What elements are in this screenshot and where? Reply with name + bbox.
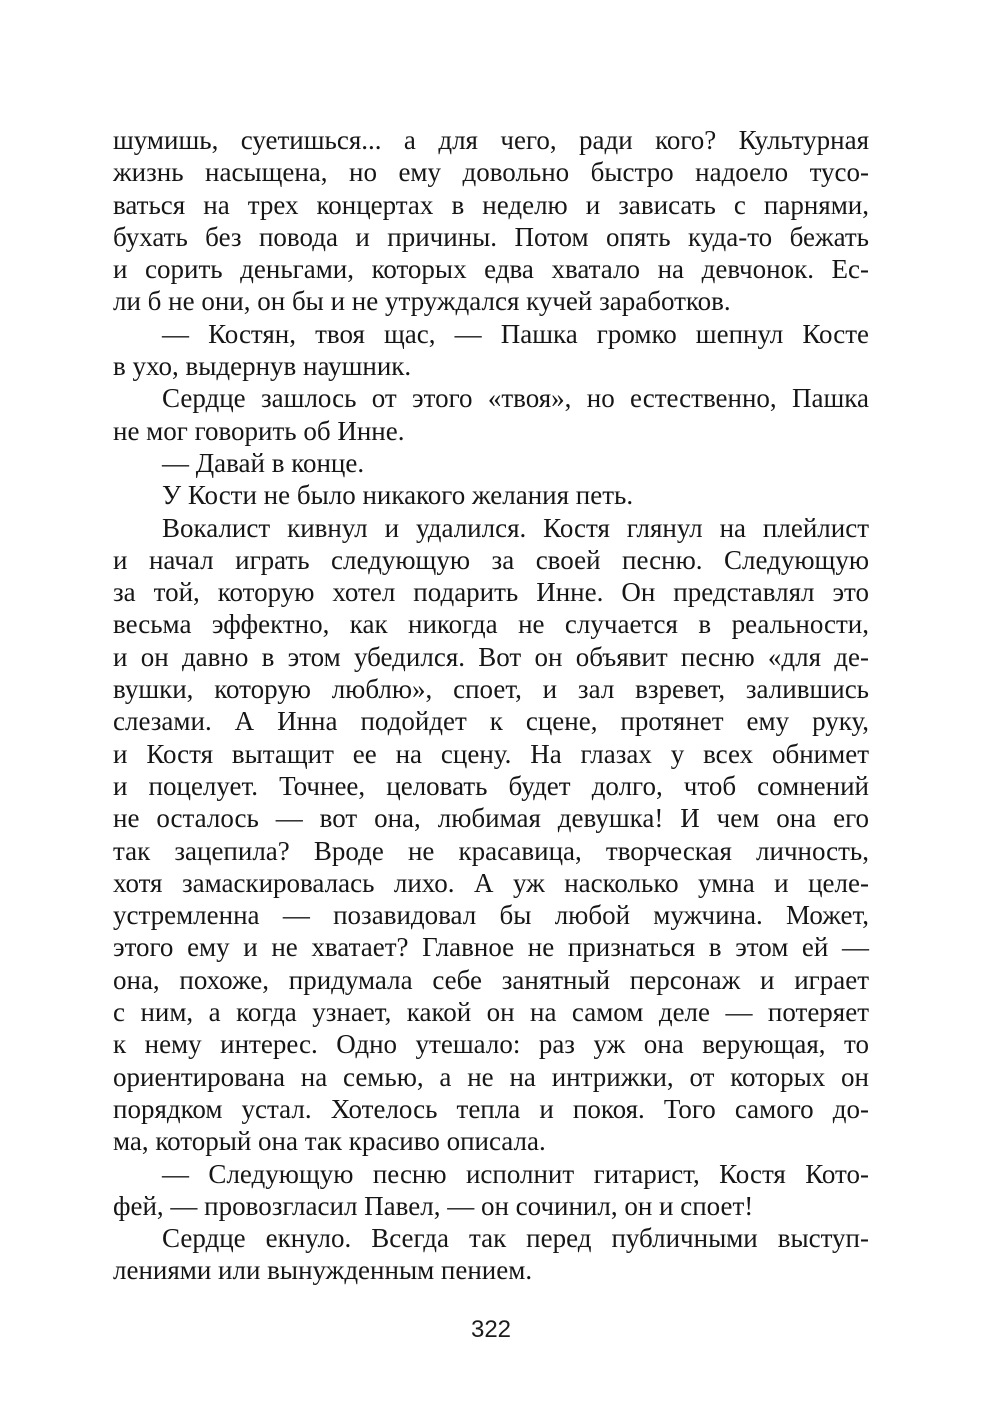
text-line: хотя замаскировалась лихо. А уж насколько умна и целе- [113, 867, 869, 898]
text-line: к нему интерес. Одно утешало: раз уж она верующая, то [113, 1029, 869, 1060]
text-line: устремленна — позавидовал бы любой мужчина. Может, [113, 900, 869, 931]
text-line: Вокалист кивнул и удалился. Костя глянул на плейлист [162, 512, 869, 543]
text-line: этого ему и не хватает? Главное не признаться в этом ей — [113, 932, 869, 963]
text-line: весьма эффектно, как никогда не случается в реальности, [113, 609, 869, 640]
text-line: ориентирована на семью, а не на интрижки, от которых он [113, 1061, 869, 1092]
paragraph [113, 318, 869, 383]
text-line: не осталось — вот она, любимая девушка! И чем она его [113, 803, 869, 834]
text-line: и он давно в этом убедился. Вот он объявит песню «для де- [113, 641, 869, 672]
text-line: — Давай в конце. [162, 447, 365, 478]
text-line: бухать без повода и причины. Потом опять куда-то бежать [113, 221, 869, 252]
paragraph [113, 382, 869, 447]
text-line: с ним, а когда узнает, какой он на самом деле — потеряет [113, 997, 869, 1028]
text-line: порядком устал. Хотелось тепла и покоя. Того самого до- [113, 1093, 869, 1124]
paragraph [113, 124, 869, 318]
text-line: фей, — провозгласил Павел, — он сочинил, он и споет! [113, 1190, 754, 1221]
text-line: ма, который она так красиво описала. [113, 1126, 546, 1157]
text-line: слезами. А Инна подойдет к сцене, протянет ему руку, [113, 706, 869, 737]
text-line: — Следующую песню исполнит гитарист, Костя Кото- [162, 1158, 869, 1189]
text-line: Сердце зашлось от этого «твоя», но естественно, Пашка [162, 383, 869, 414]
text-line: — Костян, твоя щас, — Пашка громко шепнул Косте [162, 318, 869, 349]
paragraph [113, 1222, 869, 1287]
paragraph [113, 1158, 869, 1223]
text-line: и начал играть следующую за своей песню. Следующую [113, 544, 869, 575]
paragraph [113, 512, 869, 1158]
text-line: Сердце екнуло. Всегда так перед публичными выступ- [162, 1223, 869, 1254]
text-block [113, 124, 869, 1287]
text-line: и Костя вытащит ее на сцену. На глазах у всех обнимет [113, 738, 869, 769]
text-line: ли б не они, он бы и не утруждался кучей заработков. [113, 286, 731, 317]
text-line: шумишь, суетишься... а для чего, ради кого? Культурная [113, 125, 869, 155]
text-line: лениями или вынужденным пением. [113, 1255, 533, 1286]
text-line: она, похоже, придумала себе занятный персонаж и играет [113, 964, 869, 995]
text-line: за той, которую хотел подарить Инне. Он представлял это [113, 577, 869, 608]
text-line: и поцелует. Точнее, целовать будет долго, чтоб сомнений [113, 770, 869, 801]
page-number: 322 [470, 1316, 512, 1343]
text-line: не мог говорить об Инне. [113, 415, 405, 446]
text-line: вушки, которую люблю», споет, и зал взревет, залившись [113, 674, 869, 705]
paragraph [113, 447, 869, 479]
text-line: жизнь насыщена, но ему довольно быстро надоело тусо- [113, 157, 869, 188]
text-line: в ухо, выдернув наушник. [113, 351, 412, 382]
paragraph [113, 479, 869, 511]
text-line: ваться на трех концертах в неделю и зависать с парнями, [113, 189, 869, 220]
text-line: У Кости не было никакого желания петь. [162, 480, 634, 511]
text-line: и сорить деньгами, которых едва хватало на девчонок. Ес- [113, 254, 869, 285]
text-line: так зацепила? Вроде не красавица, творческая личность, [113, 835, 869, 866]
